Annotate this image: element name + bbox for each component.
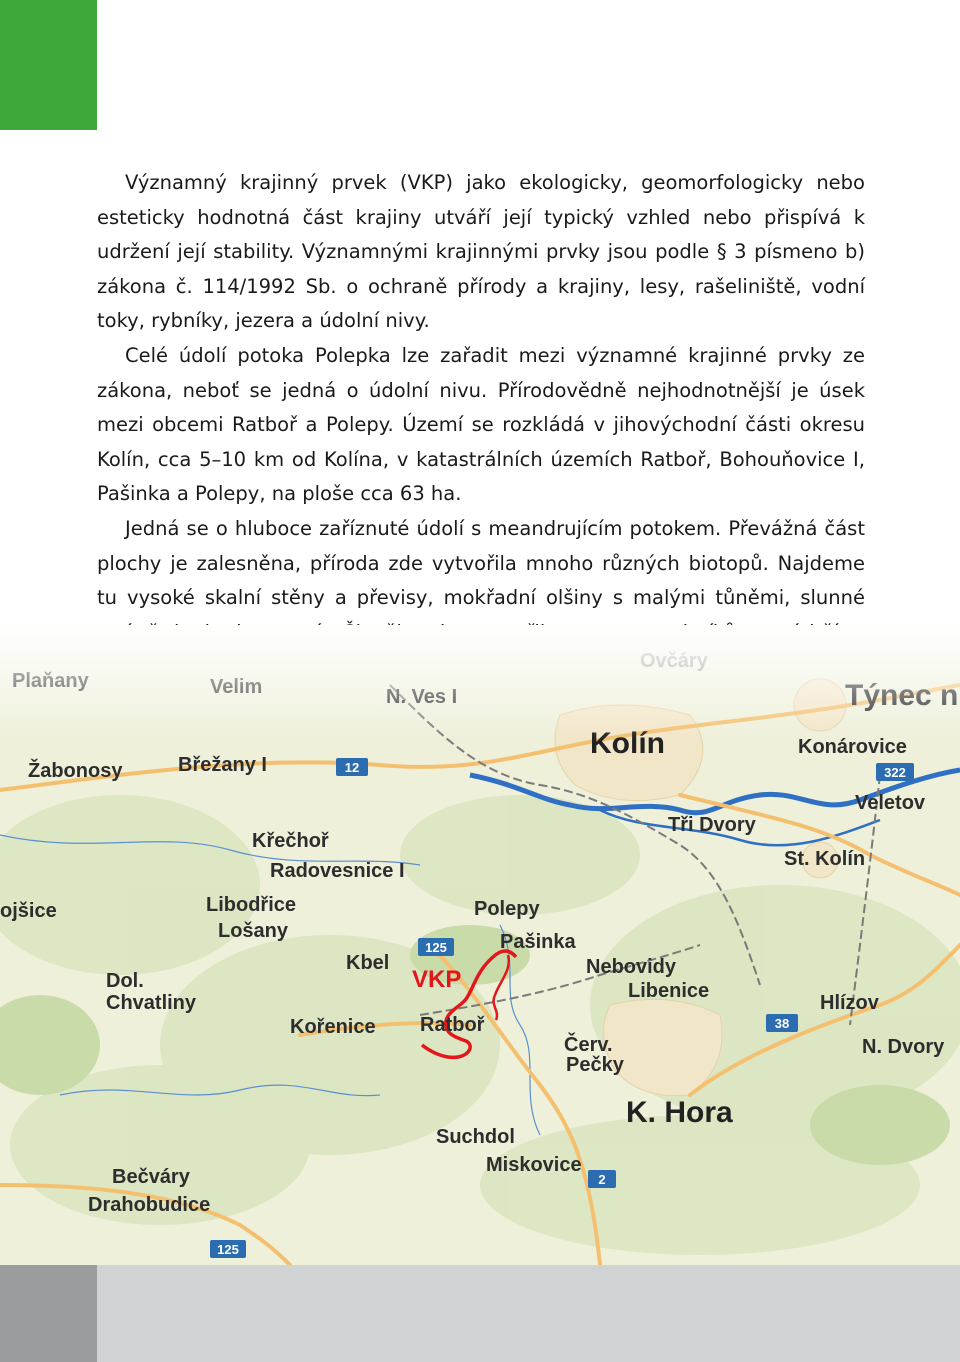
paragraph: Celé údolí potoka Polepka lze zařadit mezi významné krajinné prvky ze zákona, neboť se jedná o údolní nivu. Přírodovědně nejhodnotnější je úsek mezi obcemi Ratboř a Polepy. Území se rozkládá v jihovýchodní části okresu Kolín, cca 5–10 km od Kolína, v katastrálních územích Ratboř, Bohouňovice I, Pašinka a Polepy, na ploše cca 63 ha. bbox=[97, 343, 865, 506]
location-map bbox=[0, 625, 960, 1265]
bottom-grey-accent bbox=[0, 1265, 97, 1362]
top-green-accent bbox=[0, 0, 97, 130]
paragraph: Jedná se o hluboce zaříznuté údolí s meandrujícím potokem. Převážná část plochy je zalesněna, příroda zde vytvořila mnoho různých biotopů. Najdeme tu vysoké skalní stěny a převisy, mokřadní olšiny s malými tůněmi, slunné bbox=[97, 516, 865, 610]
bottom-grey-bar bbox=[0, 1265, 960, 1362]
body-text bbox=[97, 166, 865, 685]
map-fade bbox=[0, 625, 960, 1265]
paragraph: Významný krajinný prvek (VKP) jako ekologicky, geomorfologicky nebo esteticky hodnotná část krajiny utváří její typický vzhled nebo přispívá k udržení její stability. Významnými krajinnými prvky jsou podle § 3 písmeno b) zákona č. 114/1992 Sb. o ochraně přírody a krajiny, lesy, rašeliniště, vodní toky, rybníky, jezera a údolní nivy. bbox=[97, 171, 865, 333]
